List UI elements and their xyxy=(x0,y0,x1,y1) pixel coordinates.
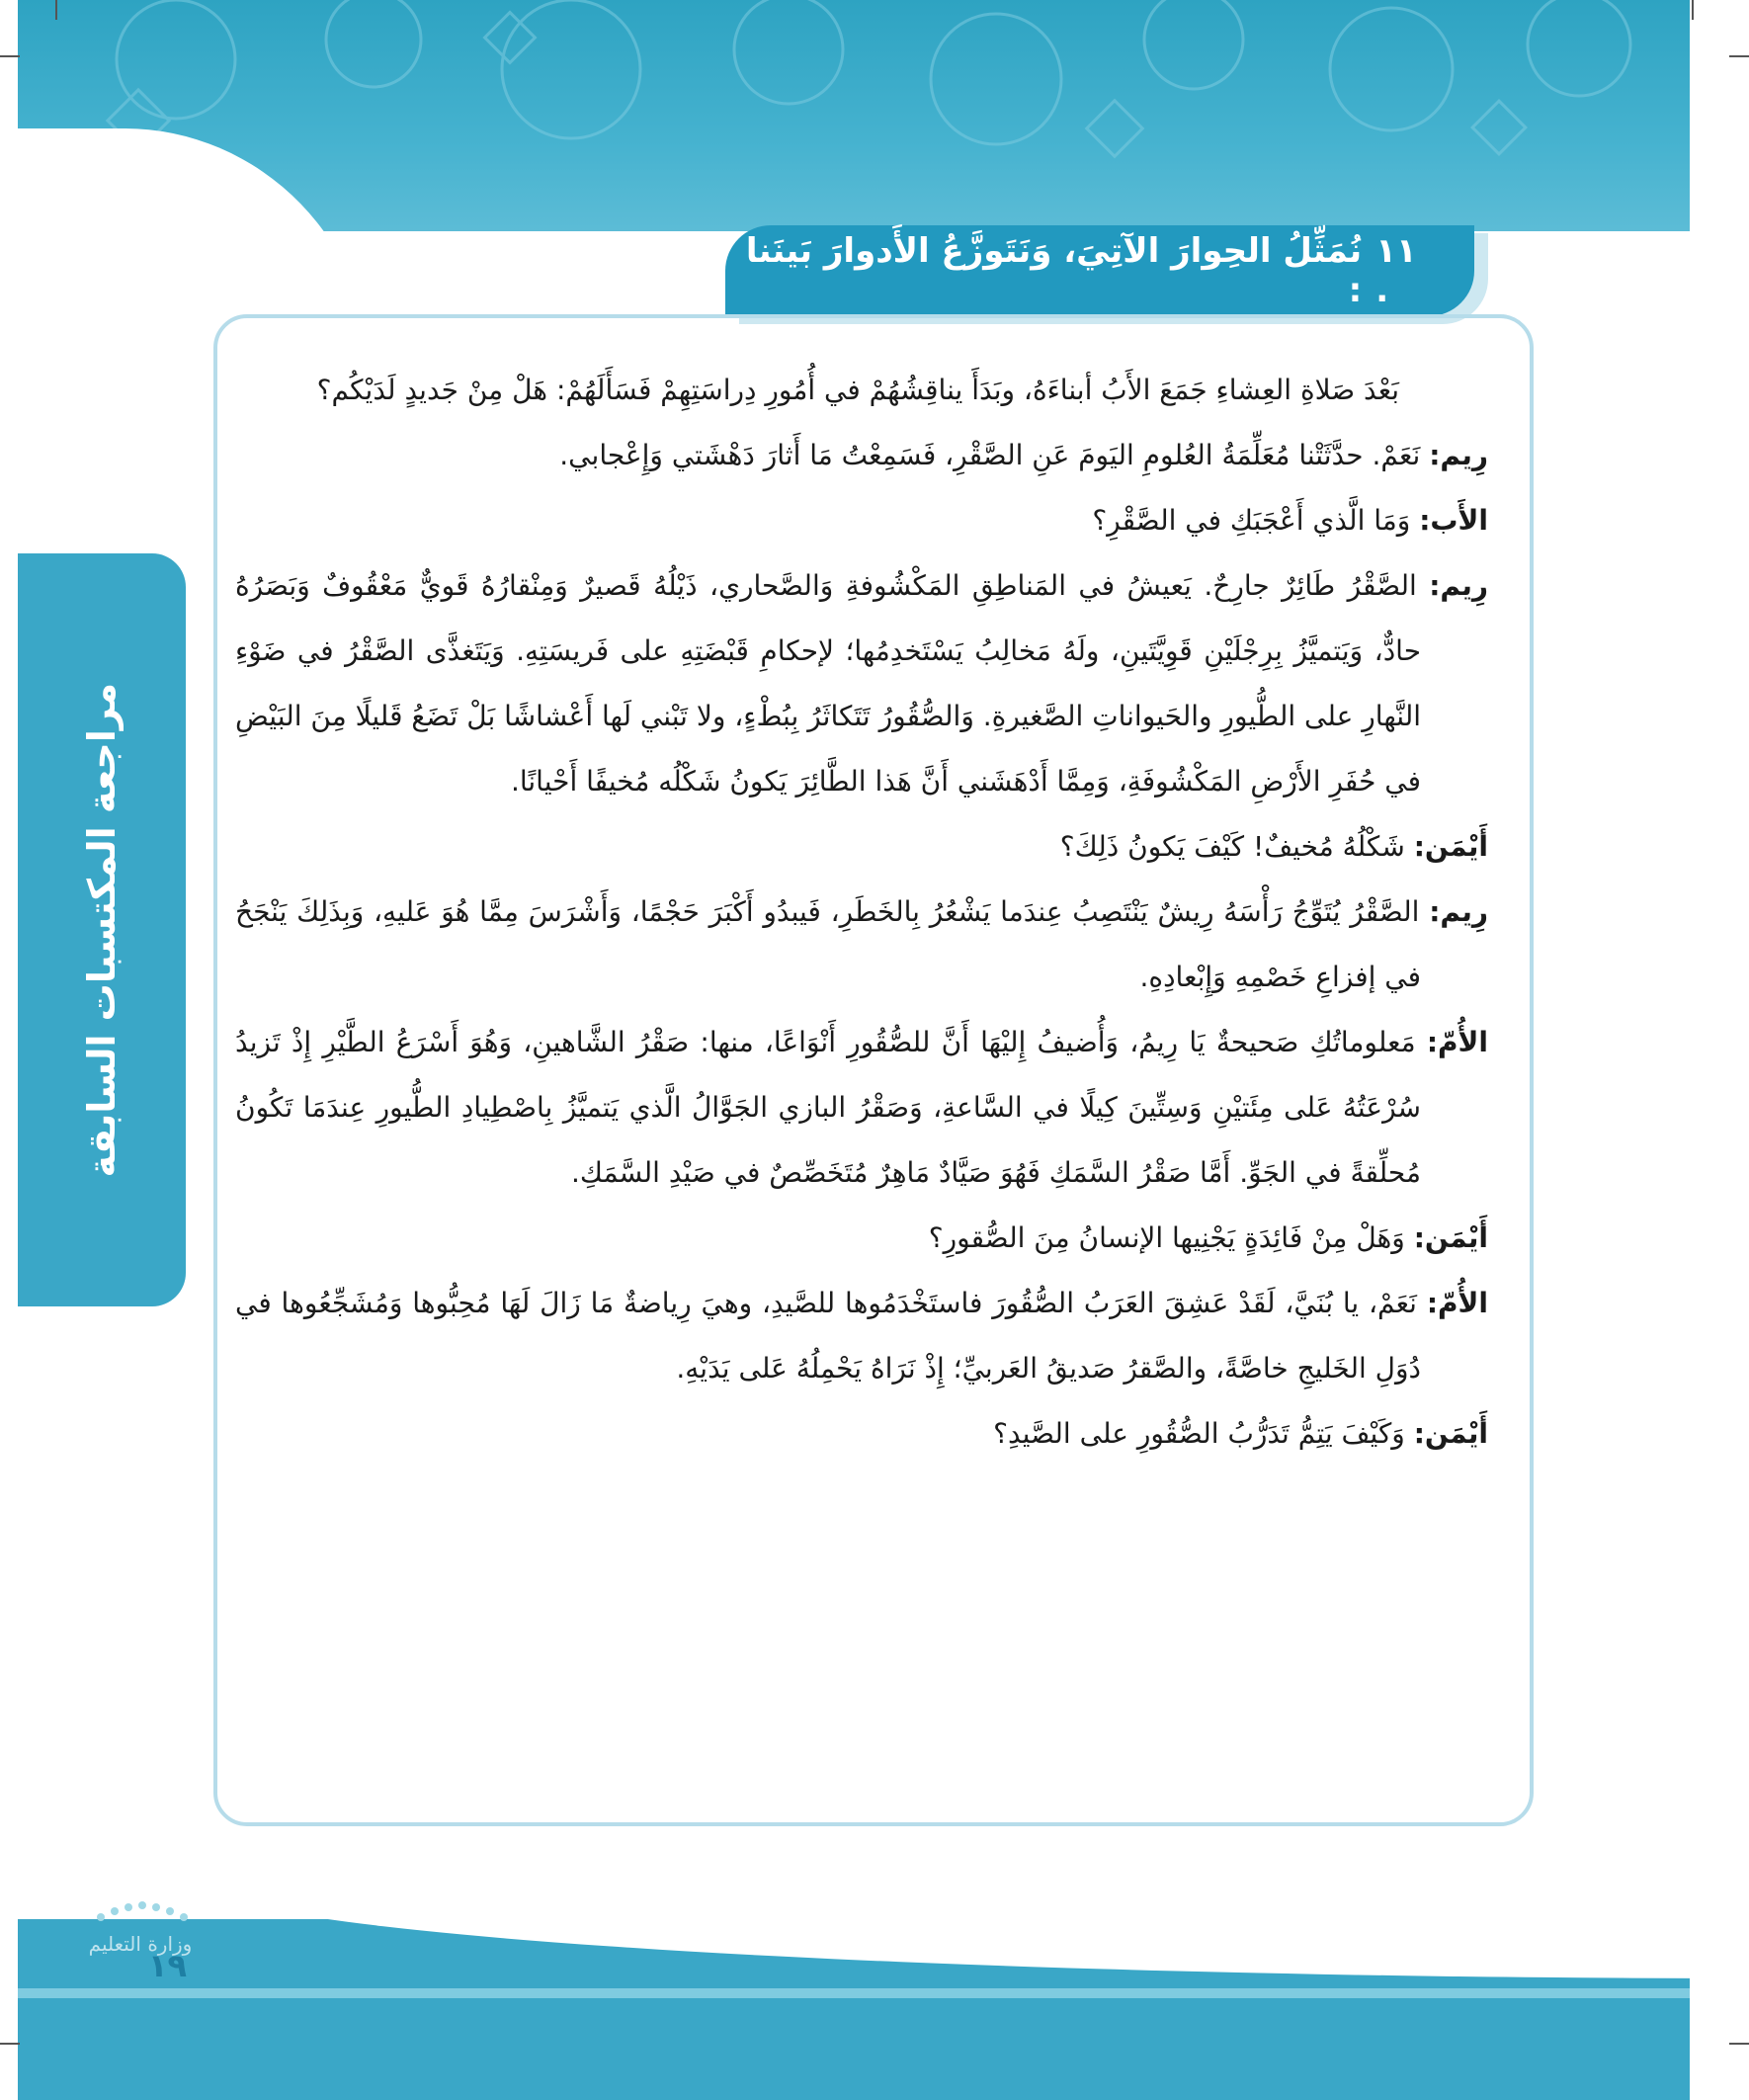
dialogue-line xyxy=(235,880,1488,1010)
dialogue-line xyxy=(235,553,1488,814)
speaker-name: رِيم: xyxy=(1429,439,1488,471)
question-header xyxy=(725,225,1474,316)
footer-strip xyxy=(18,1988,1690,1998)
crop-mark xyxy=(0,2043,20,2045)
ministry-dots-icon xyxy=(81,1897,200,1927)
page-number: ١٩ xyxy=(148,1947,188,1984)
dialogue-line xyxy=(235,423,1488,488)
line-text: الصَّقْرُ طَائِرٌ جارِحٌ. يَعيشُ في المَناطِقِ المَكْشُوفةِ وَالصَّحاري، ذَيْلُهُ قَصيرٌ وَمِنْقارُهُ قَويٌّ مَعْقُوفٌ وَبَصَرُهُ حادٌّ، وَيَتميَّزُ بِرِجْلَيْنِ قَوِيَّتَينِ، ولَهُ مَخالِبُ يَسْتَخدِمُها؛ لإحكامِ قَبْضَتِهِ على فَريسَتِهِ. وَيَتَغذَّى الصَّقْرُ في ضَوْءِ النَّهارِ على الطُّيورِ والحَيواناتِ الصَّغيرةِ. وَالصُّقُورُ تَتَكاثَرُ بِبُطْءٍ، ولا تَبْني لَها أَعْشاشًا بَلْ تَضَعُ قَليلًا مِنَ البَيْضِ في حُفَرِ الأَرْضِ المَكْشُوفَةِ، وَمِمَّا أَدْهَشَني أَنَّ هَذا الطَّائِرَ يَكونُ شَكْلُه مُخيفًا أَحْيانًا. xyxy=(235,569,1421,798)
question-number: ١١ . xyxy=(1375,231,1417,310)
line-text: وَمَا الَّذي أَعْجَبَكِ في الصَّقْرِ؟ xyxy=(1092,504,1411,537)
crop-mark xyxy=(1729,2043,1749,2045)
dialogue-line xyxy=(235,1010,1488,1206)
side-tab-label: مراجعة المكتسبات السابقة xyxy=(80,682,124,1178)
side-tab xyxy=(18,553,186,1306)
dialogue-line xyxy=(235,1271,1488,1401)
footer-curve xyxy=(196,1880,1749,1978)
speaker-name: الأُمّ: xyxy=(1426,1026,1488,1058)
line-text: نَعَمْ، يا بُنَيَّ، لَقَدْ عَشِقَ العَرَبُ الصُّقُورَ فاستَخْدَمُوها للصَّيدِ، وهيَ رِياضةٌ مَا زَالَ لَهَا مُحِبُّوها وَمُشَجِّعُوها في دُوَلِ الخَليجِ خاصَّةً، والصَّقرُ صَديقُ العَربيِّ؛ إِذْ نَرَاهُ يَحْمِلُهُ عَلى يَدَيْهِ. xyxy=(235,1287,1421,1385)
line-text: وَكَيْفَ يَتِمُّ تَدَرُّبُ الصُّقُورِ على الصَّيدِ؟ xyxy=(993,1417,1405,1450)
speaker-name: الأُمّ: xyxy=(1426,1287,1488,1319)
speaker-name: الأَب: xyxy=(1419,504,1488,537)
dialogue-line xyxy=(235,814,1488,880)
dialogue-line xyxy=(235,1401,1488,1467)
dialogue-line xyxy=(235,1206,1488,1271)
crop-mark xyxy=(1729,55,1749,57)
top-banner xyxy=(18,0,1690,231)
line-text: شَكْلُهُ مُخيفٌ! كَيْفَ يَكونُ ذَلِكَ؟ xyxy=(1059,830,1405,863)
crop-mark xyxy=(0,55,20,57)
crop-mark xyxy=(55,0,57,20)
ministry-name: وزارة التعليم xyxy=(88,1932,193,1956)
line-text: وَهَلْ مِنْ فَائِدَةٍ يَجْنِيها الإنسانُ مِنَ الصُّقورِ؟ xyxy=(928,1221,1405,1254)
speaker-name: رِيم: xyxy=(1429,569,1489,602)
crop-mark xyxy=(1692,0,1694,20)
speaker-name: رِيم: xyxy=(1429,895,1488,928)
line-text: الصَّقْرُ يُتَوِّجُ رَأْسَهُ رِيشٌ يَنْتَصِبُ عِندَما يَشْعُرُ بِالخَطَرِ، فَيبدُو أَكْبَرَ حَجْمًا، وَأَشْرَسَ مِمَّا هُوَ عَليهِ، وَبِذَلِكَ يَنْجَحُ في إفزاعِ خَصْمِهِ وَإِبْعادِهِ. xyxy=(235,895,1421,993)
speaker-name: أَيْمَن: xyxy=(1413,1221,1488,1254)
ministry-logo xyxy=(71,1897,209,1956)
question-title: نُمَثِّلُ الحِوارَ الآتِيَ، وَنَتَوزَّعُ الأَدوارَ بَينَنا : xyxy=(745,231,1363,310)
dialogue-line xyxy=(235,488,1488,553)
line-text: نَعَمْ. حدَّثَتْنا مُعَلِّمَةُ العُلومِ اليَومَ عَنِ الصَّقْرِ، فَسَمِعْتُ مَا أَثارَ دَهْشَتي وَإِعْجابي. xyxy=(559,439,1421,471)
speaker-name: أَيْمَن: xyxy=(1413,830,1488,863)
speaker-name: أَيْمَن: xyxy=(1413,1417,1488,1450)
footer-band xyxy=(18,1919,1690,2100)
dialogue-content xyxy=(235,358,1488,1467)
line-text: مَعلوماتُكِ صَحيحةٌ يَا رِيمُ، وَأُضيفُ إِليْهَا أَنَّ للصُّقُورِ أَنْوَاعًا، منها: صَقْرُ الشَّاهينِ، وَهُوَ أَسْرَعُ الطَّيْرِ إِذْ تَزيدُ سُرْعَتُهُ عَلى مِئَتيْنِ وَسِتِّينَ كِيلًا في السَّاعةِ، وَصَقْرُ البازي الجَوَّالُ الَّذي يَتميَّزُ بِاصْطِيادِ الطُّيورِ عِندَمَا تَكُونُ مُحلِّقةً في الجَوِّ. أَمَّا صَقْرُ السَّمَكِ فَهُوَ صَيَّادٌ مَاهِرٌ مُتَخَصِّصٌ في صَيْدِ السَّمَكِ. xyxy=(235,1026,1421,1189)
dialogue-intro: بَعْدَ صَلاةِ العِشاءِ جَمَعَ الأَبُ أبناءَهُ، وبَدَأَ يناقِشُهُمْ في أُمُورِ دِراسَتِهِمْ فَسَأَلَهُمْ: هَلْ مِنْ جَديدٍ لَدَيْكُم؟ xyxy=(316,374,1399,406)
